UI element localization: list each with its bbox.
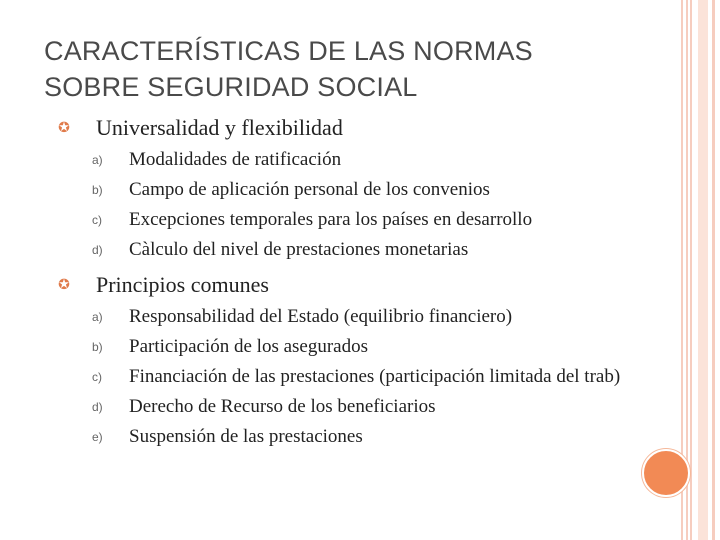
item-marker: c) — [92, 213, 102, 227]
list-item — [92, 365, 652, 388]
list-item — [92, 238, 652, 261]
list-item — [92, 208, 652, 231]
item-text: Excepciones temporales para los países en desarrollo — [129, 209, 533, 230]
item-marker: d) — [92, 243, 103, 257]
title-line-1: CARACTERÍSTICAS DE LAS NORMAS — [44, 36, 533, 66]
section-heading: Principios comunes — [96, 272, 269, 297]
list-item — [92, 335, 652, 358]
section-heading: Universalidad y flexibilidad — [96, 115, 343, 140]
list-item — [92, 395, 652, 418]
item-marker: a) — [92, 310, 103, 324]
item-text: Campo de aplicación personal de los convenios — [129, 179, 490, 200]
item-text: Modalidades de ratificación — [129, 149, 342, 170]
item-list — [92, 305, 652, 455]
item-marker: b) — [92, 183, 103, 197]
border-stripe — [698, 0, 708, 540]
list-item — [92, 305, 652, 328]
list-item — [92, 148, 652, 171]
slide-title — [44, 33, 664, 105]
list-item — [92, 425, 652, 448]
item-text: Càlculo del nivel de prestaciones monetarias — [129, 239, 469, 260]
item-marker: e) — [92, 430, 103, 444]
item-text: Derecho de Recurso de los beneficiarios — [129, 396, 436, 417]
gear-bullet-icon: ✪ — [58, 120, 70, 136]
border-stripe — [686, 0, 688, 540]
item-text: Financiación de las prestaciones (participación limitada del trab) — [129, 366, 621, 387]
gear-bullet-icon: ✪ — [58, 277, 70, 293]
item-list — [92, 148, 652, 268]
item-marker: c) — [92, 370, 102, 384]
item-marker: a) — [92, 153, 103, 167]
title-line-2: SOBRE SEGURIDAD SOCIAL — [44, 72, 418, 102]
item-text: Suspensión de las prestaciones — [129, 426, 363, 447]
border-stripe — [690, 0, 692, 540]
item-text: Participación de los asegurados — [129, 336, 369, 357]
border-stripe — [712, 0, 715, 540]
item-text: Responsabilidad del Estado (equilibrio financiero) — [129, 306, 513, 327]
item-marker: b) — [92, 340, 103, 354]
list-item — [92, 178, 652, 201]
decorative-circle — [642, 449, 690, 497]
item-marker: d) — [92, 400, 103, 414]
